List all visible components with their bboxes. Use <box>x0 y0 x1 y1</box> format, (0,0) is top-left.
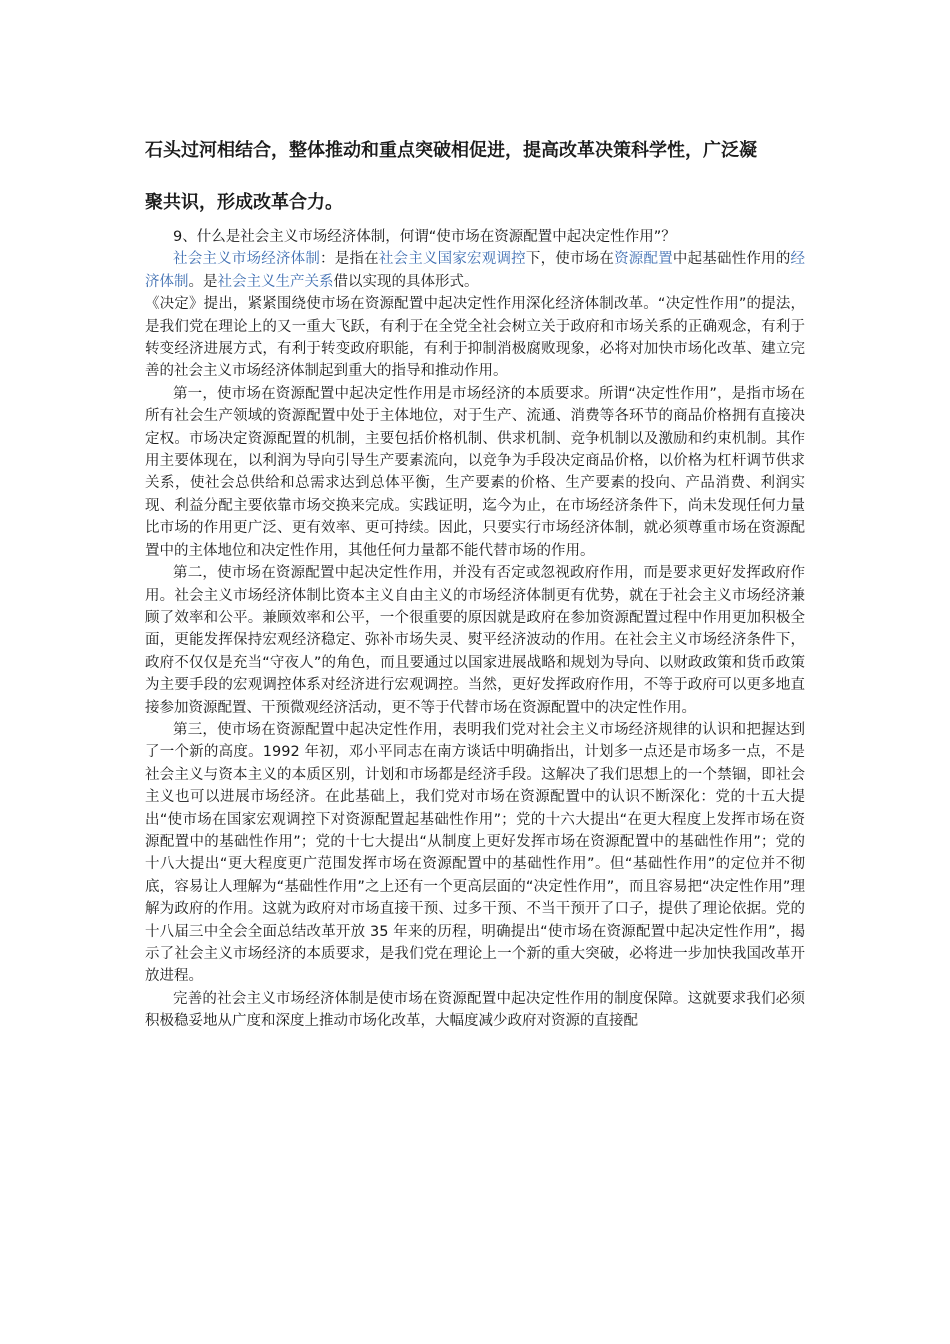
paragraph-decision: 《决定》提出，紧紧围绕使市场在资源配置中起决定性作用深化经济体制改革。“决定性作用”的提法，是我们党在理论上的又一重大飞跃，有利于在全党全社会树立关于政府和市场关系的正确观念，有利于转变经济进展方式，有利于转变政府职能，有利于抑制消极腐败现象，必将对加快市场化改革、建立完善的社会主义市场经济体制起到重大的指导和推动作用。 <box>145 296 805 380</box>
link-economic-system[interactable]: 经济体制 <box>145 251 806 290</box>
paragraph-first: 第一，使市场在资源配置中起决定性作用是市场经济的本质要求。所谓“决定性作用”，是指市场在所有社会生产领域的资源配置中处于主体地位，对于生产、流通、消费等各环节的商品价格拥有直接决定权。市场决定资源配置的机制，主要包括价格机制、供求机制、竞争机制以及激励和约束机制。其作用主要体现在，以利润为导向引导生产要素流向，以竞争为手段决定商品价格，以价格为杠杆调节供求关系，使社会总供给和总需求达到总体平衡，生产要素的价格、生产要素的投向、产品消费、利润实现、利益分配主要依靠市场交换来完成。实践证明，迄今为止，在市场经济条件下，尚未发现任何力量比市场的作用更广泛、更有效率、更可持续。因此，只要实行市场经济体制，就必须尊重市场在资源配置中的主体地位和决定性作用，其他任何力量都不能代替市场的作用。 <box>145 385 805 559</box>
link-relations-of-production[interactable]: 社会主义生产关系 <box>217 273 334 290</box>
continued-text-line-1: 石头过河相结合，整体推动和重点突破相促进，提高改革决策科学性，广泛凝 <box>145 140 757 161</box>
paragraph-third: 第三，使市场在资源配置中起决定性作用，表明我们党对社会主义市场经济规律的认识和把握达到了一个新的高度。1992 年初，邓小平同志在南方谈话中明确指出，计划多一点还是市场多一点，不是社会主义与资本主义的本质区别，计划和市场都是经济手段。这解决了我们思想上的一个禁锢，即社会主义也可以进展市场经济。在此基础上，我们党对市场在资源配置中的认识不断深化：党的十五大提出“使市场在国家宏观调控下对资源配置起基础性作用”；党的十六大提出“在更大程度上发挥市场在资源配置中的基础性作用”；党的十七大提出“从制度上更好发挥市场在资源配置中的基础性作用”；党的十八大提出“更大程度更广范围发挥市场在资源配置中的基础性作用”。但“基础性作用”的定位并不彻底，容易让人理解为“基础性作用”之上还有一个更高层面的“决定性作用”，而且容易把“决定性作用”理解为政府的作用。这就为政府对市场直接干预、过多干预、不当干预开了口子，提供了理论依据。党的十八届三中全会全面总结改革开放 35 年来的历程，明确提出“使市场在资源配置中起决定性作用”，揭示了社会主义市场经济的本质要求，是我们党在理论上一个新的重大突破，必将进一步加快我国改革开放进程。 <box>145 721 805 985</box>
link-macro-control[interactable]: 社会主义国家宏观调控 <box>378 251 526 268</box>
paragraph-conclusion: 完善的社会主义市场经济体制是使市场在资源配置中起决定性作用的制度保障。这就要求我们必须积极稳妥地从广度和深度上推动市场化改革，大幅度减少政府对资源的直接配 <box>145 990 805 1030</box>
continued-text-line-2: 聚共识，形成改革合力。 <box>145 192 343 213</box>
link-socialist-market-economy[interactable]: 社会主义市场经济体制 <box>173 251 321 268</box>
paragraph-second: 第二，使市场在资源配置中起决定性作用，并没有否定或忽视政府作用，而是要求更好发挥政府作用。社会主义市场经济体制比资本主义自由主义的市场经济体制更有优势，就在于社会主义市场经济兼顾了效率和公平。兼顾效率和公平，一个很重要的原因就是政府在参加资源配置过程中作用更加积极全面，更能发挥保持宏观经济稳定、弥补市场失灵、熨平经济波动的作用。在社会主义市场经济条件下，政府不仅仅是充当“守夜人”的角色，而且要通过以国家进展战略和规划为导向、以财政政策和货币政策为主要手段的宏观调控体系对经济进行宏观调控。当然，更好发挥政府作用，不等于政府可以更多地直接参加资源配置、干预微观经济活动，更不等于代替市场在资源配置中的决定性作用。 <box>145 565 805 716</box>
definition-paragraph: 社会主义市场经济体制：是指在社会主义国家宏观调控下，使市场在资源配置中起基础性作用的经济体制。是社会主义生产关系借以实现的具体形式。 <box>145 251 806 290</box>
question-heading: 9、什么是社会主义市场经济体制，何谓“使市场在资源配置中起决定性作用”？ <box>173 229 676 245</box>
link-resource-allocation[interactable]: 资源配置 <box>614 251 673 268</box>
document-body <box>145 226 805 1033</box>
